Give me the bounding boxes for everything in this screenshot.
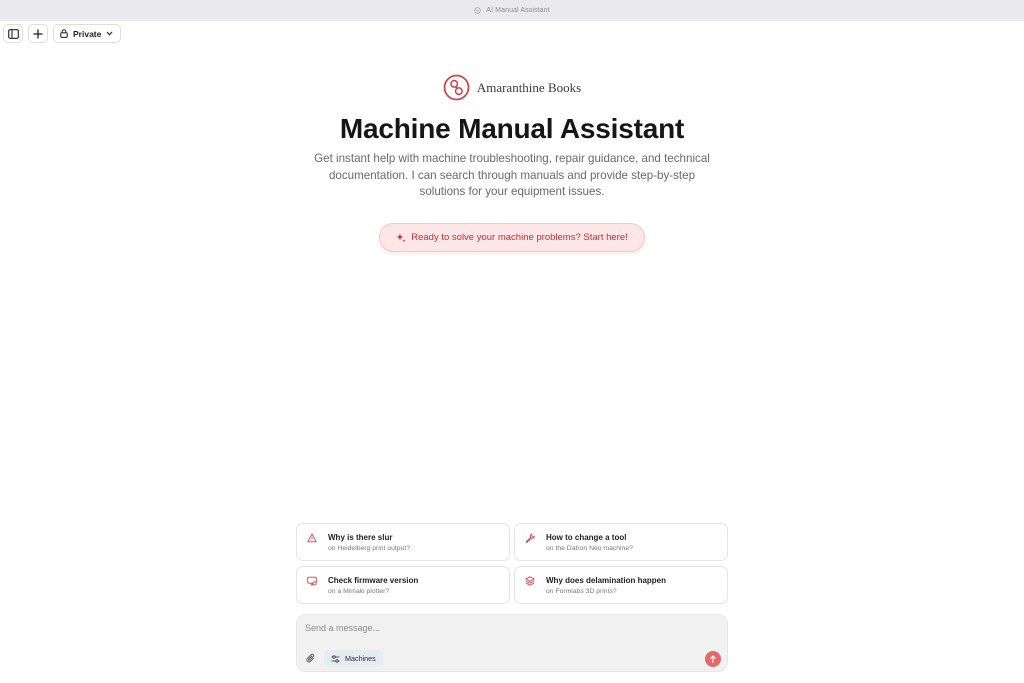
warning-triangle-icon — [307, 533, 317, 543]
toggle-sidebar-button[interactable] — [3, 24, 23, 43]
suggestion-subtitle: on the Datron Neo machine? — [546, 545, 633, 552]
sidebar-icon — [8, 29, 19, 39]
window-titlebar — [0, 0, 1024, 21]
brand-header — [0, 74, 1024, 101]
suggestion-title: Why is there slur — [328, 533, 393, 542]
suggestion-card[interactable] — [514, 566, 728, 604]
machines-filter-button[interactable] — [324, 650, 383, 667]
message-input[interactable] — [305, 621, 685, 635]
suggestion-subtitle: on Heidelberg print output? — [328, 545, 410, 552]
suggestion-card[interactable] — [296, 523, 510, 561]
start-cta-button[interactable] — [379, 223, 645, 252]
page-subtitle: Get instant help with machine troubleshooting, repair guidance, and technical documentation. I can search through manuals and provide step-by-step solutions for your equipment issues. — [314, 152, 710, 199]
machines-label: Machines — [345, 654, 376, 663]
message-composer — [296, 614, 728, 672]
window-title: AI Manual Assistant — [486, 7, 550, 14]
new-chat-button[interactable] — [28, 24, 48, 43]
suggestion-subtitle: on a Mimaki plotter? — [328, 588, 390, 595]
paperclip-icon[interactable] — [306, 653, 316, 664]
arrow-up-icon — [709, 655, 717, 664]
sparkle-icon — [396, 233, 406, 243]
send-button[interactable] — [705, 651, 721, 667]
brand-logo — [443, 74, 470, 101]
brand-name: Amaranthine Books — [476, 79, 582, 95]
lock-icon — [60, 29, 68, 38]
wrench-icon — [525, 533, 535, 543]
cta-label: Ready to solve your machine problems? Start here! — [411, 232, 628, 243]
suggestion-title: How to change a tool — [546, 533, 627, 542]
sliders-icon — [331, 655, 340, 663]
page-title: Machine Manual Assistant — [339, 113, 685, 144]
monitor-icon — [307, 576, 317, 586]
suggestion-card[interactable] — [514, 523, 728, 561]
layers-icon — [525, 576, 535, 586]
visibility-label: Private — [73, 28, 102, 39]
suggestion-card[interactable] — [296, 566, 510, 604]
suggestion-title: Why does delamination happen — [546, 576, 667, 585]
suggestion-title: Check firmware version — [328, 576, 419, 585]
visibility-dropdown[interactable] — [53, 24, 121, 43]
chevron-down-icon — [106, 31, 113, 36]
top-toolbar — [3, 24, 121, 43]
assistant-icon — [474, 7, 481, 14]
plus-icon — [33, 29, 43, 39]
suggestion-subtitle: on Formlabs 3D prints? — [546, 588, 617, 595]
suggestion-grid — [296, 523, 728, 604]
